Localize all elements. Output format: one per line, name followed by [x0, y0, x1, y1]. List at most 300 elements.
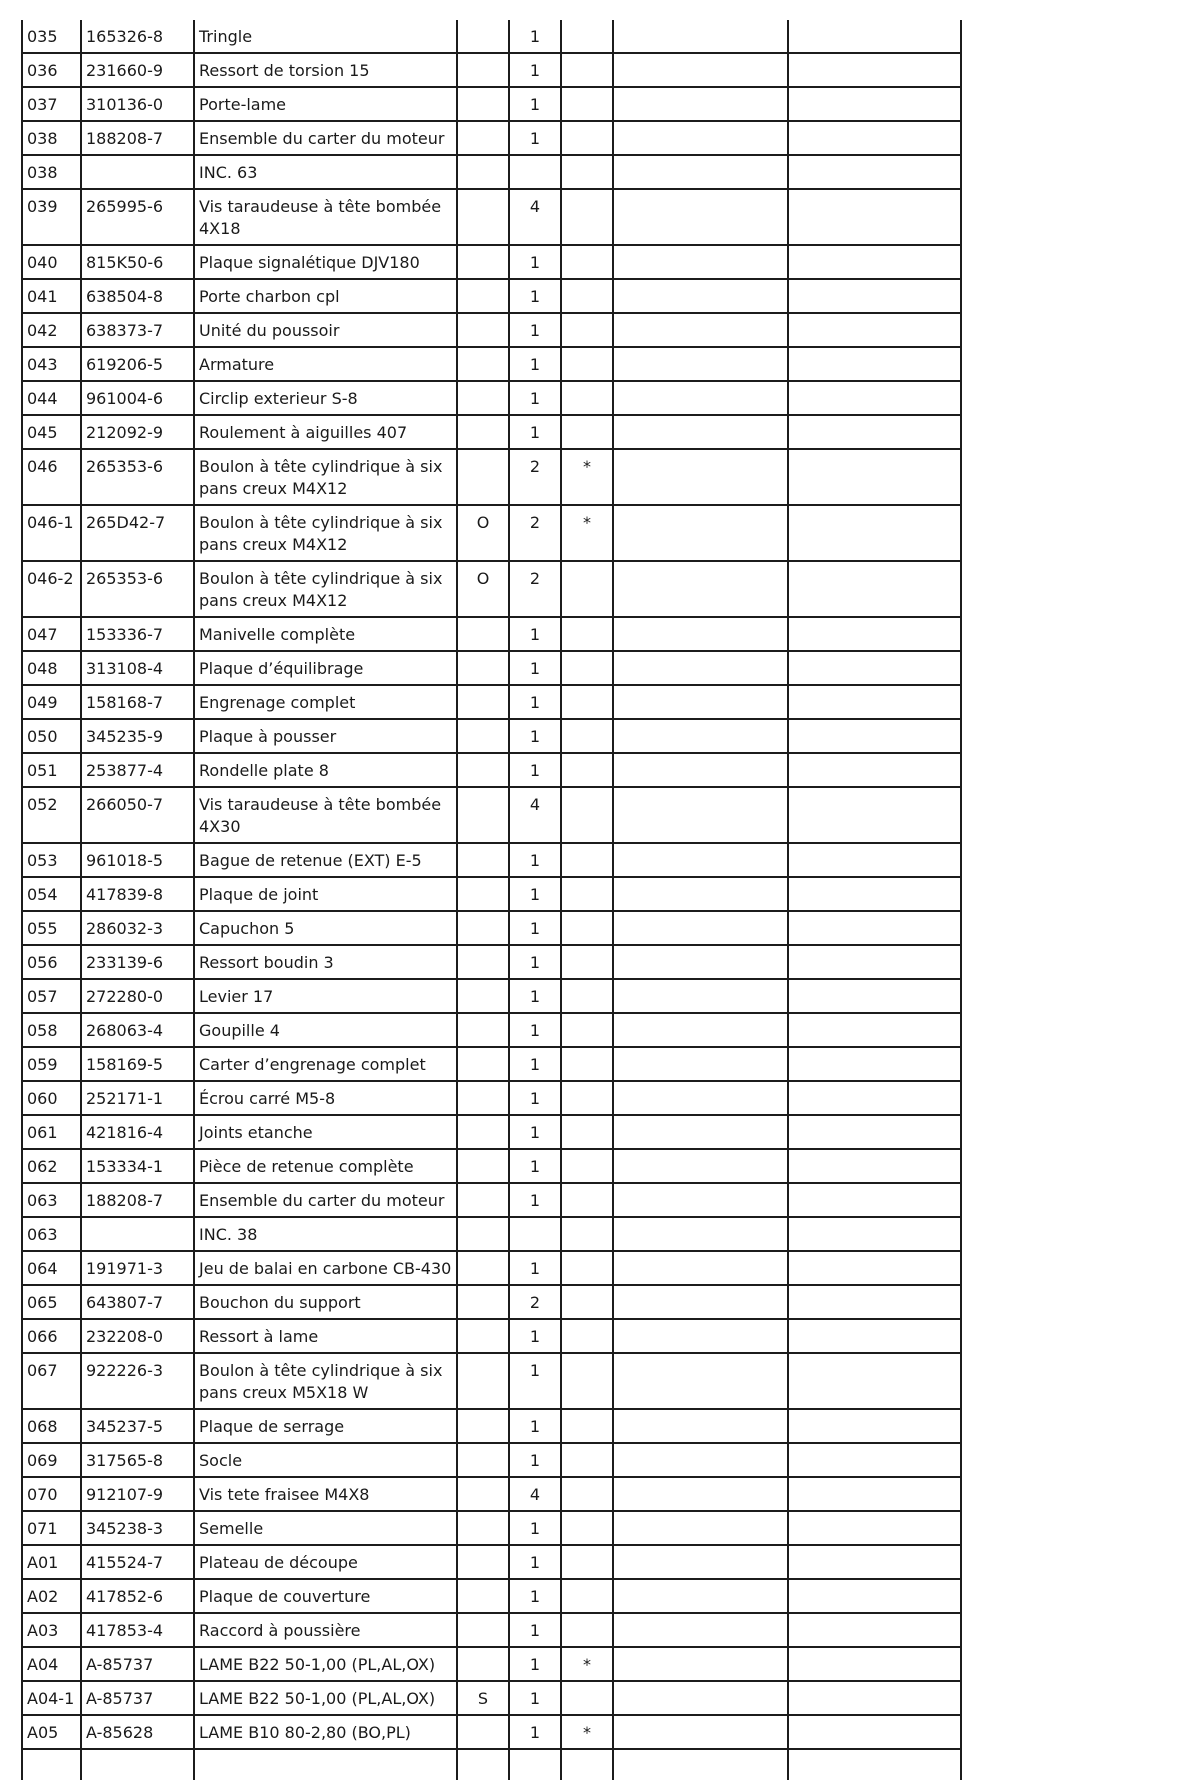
item-number-cell: 042 [22, 313, 81, 347]
part-number-cell: 188208-7 [81, 1183, 194, 1217]
quantity-cell: 1 [509, 1047, 561, 1081]
item-number-cell: 036 [22, 53, 81, 87]
empty-cell [613, 1013, 788, 1047]
empty-cell [613, 1477, 788, 1511]
empty-cell [788, 381, 961, 415]
item-number-cell: 063 [22, 1183, 81, 1217]
note-cell [457, 1217, 509, 1251]
flag-cell [561, 1217, 613, 1251]
quantity-cell: 1 [509, 1149, 561, 1183]
note-cell [457, 347, 509, 381]
table-row [22, 979, 961, 1013]
empty-cell [788, 415, 961, 449]
note-cell [457, 53, 509, 87]
empty-cell [788, 449, 961, 505]
part-number-cell: 231660-9 [81, 53, 194, 87]
description-cell: Plaque de serrage [194, 1409, 457, 1443]
empty-cell [788, 347, 961, 381]
table-row [22, 1477, 961, 1511]
item-number-cell: A03 [22, 1613, 81, 1647]
quantity-cell: 1 [509, 1681, 561, 1715]
note-cell [457, 415, 509, 449]
table-row [22, 155, 961, 189]
note-cell [457, 843, 509, 877]
item-number-cell: A04-1 [22, 1681, 81, 1715]
note-cell [457, 1511, 509, 1545]
empty-cell [613, 87, 788, 121]
description-cell: Capuchon 5 [194, 911, 457, 945]
table-row [22, 1613, 961, 1647]
empty-cell [788, 1149, 961, 1183]
item-number-cell: 064 [22, 1251, 81, 1285]
table-row [22, 1319, 961, 1353]
note-cell [457, 1285, 509, 1319]
item-number-cell: 054 [22, 877, 81, 911]
quantity-cell: 1 [509, 415, 561, 449]
description-cell: Boulon à tête cylindrique à six pans creux M4X12 [194, 449, 457, 505]
item-number-cell: 052 [22, 787, 81, 843]
part-number-cell [81, 155, 194, 189]
description-cell: LAME B22 50-1,00 (PL,AL,OX) [194, 1647, 457, 1681]
item-number-cell: 071 [22, 1511, 81, 1545]
item-number-cell: 059 [22, 1047, 81, 1081]
table-row [22, 877, 961, 911]
table-row [22, 753, 961, 787]
empty-cell [788, 1217, 961, 1251]
description-cell: Bouchon du support [194, 1285, 457, 1319]
empty-cell [613, 843, 788, 877]
empty-cell [613, 561, 788, 617]
note-cell [457, 313, 509, 347]
flag-cell [561, 945, 613, 979]
note-cell [457, 1715, 509, 1749]
empty-cell [788, 1115, 961, 1149]
empty-cell [613, 1149, 788, 1183]
note-cell [457, 1647, 509, 1681]
empty-cell [613, 1081, 788, 1115]
description-cell: Bague de retenue (EXT) E-5 [194, 843, 457, 877]
table-row [22, 617, 961, 651]
description-cell: Raccord à poussière [194, 1613, 457, 1647]
empty-cell [457, 1749, 509, 1780]
table-row [22, 279, 961, 313]
description-cell: Ensemble du carter du moteur [194, 1183, 457, 1217]
note-cell [457, 719, 509, 753]
item-number-cell: 058 [22, 1013, 81, 1047]
flag-cell [561, 313, 613, 347]
item-number-cell: 055 [22, 911, 81, 945]
empty-cell [788, 651, 961, 685]
empty-cell [788, 245, 961, 279]
empty-cell [613, 381, 788, 415]
part-number-cell: 912107-9 [81, 1477, 194, 1511]
table-row [22, 945, 961, 979]
empty-cell [613, 53, 788, 87]
part-number-cell: 345238-3 [81, 1511, 194, 1545]
empty-cell [613, 245, 788, 279]
flag-cell [561, 347, 613, 381]
empty-cell [613, 1285, 788, 1319]
empty-cell [613, 719, 788, 753]
note-cell [457, 1579, 509, 1613]
table-row [22, 1217, 961, 1251]
flag-cell [561, 20, 613, 53]
description-cell: Circlip exterieur S-8 [194, 381, 457, 415]
empty-cell [613, 651, 788, 685]
empty-cell [788, 1319, 961, 1353]
quantity-cell: 1 [509, 1409, 561, 1443]
quantity-cell: 1 [509, 313, 561, 347]
part-number-cell: 188208-7 [81, 121, 194, 155]
empty-cell [613, 347, 788, 381]
table-row [22, 1183, 961, 1217]
empty-cell [788, 87, 961, 121]
note-cell [457, 279, 509, 313]
part-number-cell: 212092-9 [81, 415, 194, 449]
part-number-cell: 619206-5 [81, 347, 194, 381]
description-cell: Porte charbon cpl [194, 279, 457, 313]
description-cell: Engrenage complet [194, 685, 457, 719]
empty-cell [788, 911, 961, 945]
flag-cell [561, 1681, 613, 1715]
empty-cell [788, 1579, 961, 1613]
item-number-cell: A02 [22, 1579, 81, 1613]
item-number-cell: 062 [22, 1149, 81, 1183]
item-number-cell: 067 [22, 1353, 81, 1409]
quantity-cell: 4 [509, 1477, 561, 1511]
description-cell: Vis taraudeuse à tête bombée 4X30 [194, 787, 457, 843]
note-cell [457, 617, 509, 651]
flag-cell [561, 1013, 613, 1047]
part-number-cell: 638373-7 [81, 313, 194, 347]
part-number-cell: 253877-4 [81, 753, 194, 787]
flag-cell [561, 1613, 613, 1647]
table-row [22, 1013, 961, 1047]
flag-cell [561, 685, 613, 719]
description-cell: Unité du poussoir [194, 313, 457, 347]
flag-cell [561, 121, 613, 155]
note-cell [457, 1545, 509, 1579]
flag-cell [561, 1285, 613, 1319]
part-number-cell: 815K50-6 [81, 245, 194, 279]
item-number-cell: 044 [22, 381, 81, 415]
quantity-cell: 1 [509, 1183, 561, 1217]
part-number-cell: 265D42-7 [81, 505, 194, 561]
note-cell [457, 877, 509, 911]
empty-cell [613, 1715, 788, 1749]
description-cell: Pièce de retenue complète [194, 1149, 457, 1183]
description-cell: LAME B10 80-2,80 (BO,PL) [194, 1715, 457, 1749]
table-row [22, 449, 961, 505]
empty-cell [613, 979, 788, 1013]
description-cell: Plaque signalétique DJV180 [194, 245, 457, 279]
quantity-cell: 1 [509, 1319, 561, 1353]
table-row [22, 685, 961, 719]
table-row [22, 20, 961, 53]
note-cell [457, 979, 509, 1013]
quantity-cell: 4 [509, 189, 561, 245]
quantity-cell: 1 [509, 1511, 561, 1545]
table-row [22, 1715, 961, 1749]
empty-cell [613, 189, 788, 245]
description-cell: Jeu de balai en carbone CB-430 [194, 1251, 457, 1285]
flag-cell [561, 155, 613, 189]
table-row [22, 347, 961, 381]
empty-cell [788, 20, 961, 53]
description-cell: Roulement à aiguilles 407 [194, 415, 457, 449]
empty-cell [613, 1319, 788, 1353]
empty-cell [81, 1749, 194, 1780]
item-number-cell: 045 [22, 415, 81, 449]
note-cell [457, 1319, 509, 1353]
empty-cell [788, 979, 961, 1013]
note-cell [457, 1081, 509, 1115]
flag-cell [561, 787, 613, 843]
description-cell: Manivelle complète [194, 617, 457, 651]
item-number-cell: 046-2 [22, 561, 81, 617]
note-cell [457, 1115, 509, 1149]
quantity-cell: 1 [509, 945, 561, 979]
flag-cell [561, 651, 613, 685]
flag-cell [561, 1149, 613, 1183]
quantity-cell: 1 [509, 1579, 561, 1613]
note-cell [457, 1353, 509, 1409]
quantity-cell: 2 [509, 561, 561, 617]
flag-cell [561, 1443, 613, 1477]
note-cell [457, 1409, 509, 1443]
note-cell [457, 1613, 509, 1647]
quantity-cell: 1 [509, 753, 561, 787]
item-number-cell: 061 [22, 1115, 81, 1149]
item-number-cell: 046 [22, 449, 81, 505]
quantity-cell: 1 [509, 1081, 561, 1115]
note-cell [457, 911, 509, 945]
table-row [22, 381, 961, 415]
note-cell [457, 87, 509, 121]
note-cell [457, 685, 509, 719]
description-cell: Ressort à lame [194, 1319, 457, 1353]
flag-cell [561, 245, 613, 279]
note-cell [457, 1149, 509, 1183]
part-number-cell: 961004-6 [81, 381, 194, 415]
empty-cell [788, 843, 961, 877]
part-number-cell: 191971-3 [81, 1251, 194, 1285]
empty-cell [613, 1681, 788, 1715]
table-row [22, 787, 961, 843]
item-number-cell: 040 [22, 245, 81, 279]
part-number-cell: 922226-3 [81, 1353, 194, 1409]
flag-cell [561, 1409, 613, 1443]
empty-cell [613, 279, 788, 313]
note-cell: O [457, 561, 509, 617]
empty-cell [788, 1545, 961, 1579]
flag-cell [561, 87, 613, 121]
quantity-cell [509, 155, 561, 189]
item-number-cell: 053 [22, 843, 81, 877]
empty-cell [788, 1013, 961, 1047]
note-cell [457, 381, 509, 415]
note-cell [457, 945, 509, 979]
empty-cell [788, 1409, 961, 1443]
note-cell [457, 155, 509, 189]
part-number-cell: 232208-0 [81, 1319, 194, 1353]
empty-cell [509, 1749, 561, 1780]
note-cell [457, 189, 509, 245]
quantity-cell: 1 [509, 1013, 561, 1047]
description-cell: Vis tete fraisee M4X8 [194, 1477, 457, 1511]
description-cell: Plateau de découpe [194, 1545, 457, 1579]
note-cell [457, 1013, 509, 1047]
item-number-cell: 039 [22, 189, 81, 245]
item-number-cell: 057 [22, 979, 81, 1013]
empty-cell [613, 911, 788, 945]
description-cell: Joints etanche [194, 1115, 457, 1149]
quantity-cell: 4 [509, 787, 561, 843]
item-number-cell: 070 [22, 1477, 81, 1511]
table-row [22, 415, 961, 449]
table-row-continued [22, 1749, 961, 1780]
quantity-cell: 1 [509, 1715, 561, 1749]
flag-cell [561, 1511, 613, 1545]
empty-cell [788, 1047, 961, 1081]
quantity-cell: 1 [509, 911, 561, 945]
flag-cell [561, 1545, 613, 1579]
description-cell: Ressort boudin 3 [194, 945, 457, 979]
empty-cell [788, 1251, 961, 1285]
item-number-cell: 060 [22, 1081, 81, 1115]
description-cell: Tringle [194, 20, 457, 53]
table-row [22, 245, 961, 279]
part-number-cell: 345237-5 [81, 1409, 194, 1443]
item-number-cell: 069 [22, 1443, 81, 1477]
flag-cell [561, 1047, 613, 1081]
quantity-cell: 1 [509, 20, 561, 53]
table-row [22, 1081, 961, 1115]
part-number-cell: 417839-8 [81, 877, 194, 911]
flag-cell [561, 415, 613, 449]
flag-cell [561, 979, 613, 1013]
item-number-cell: 068 [22, 1409, 81, 1443]
flag-cell: * [561, 505, 613, 561]
part-number-cell: 265995-6 [81, 189, 194, 245]
empty-cell [613, 1183, 788, 1217]
empty-cell [613, 121, 788, 155]
empty-cell [613, 1047, 788, 1081]
part-number-cell: A-85628 [81, 1715, 194, 1749]
note-cell [457, 1251, 509, 1285]
description-cell: INC. 63 [194, 155, 457, 189]
quantity-cell: 1 [509, 1545, 561, 1579]
quantity-cell: 1 [509, 279, 561, 313]
part-number-cell: 961018-5 [81, 843, 194, 877]
empty-cell [788, 1613, 961, 1647]
part-number-cell: 153336-7 [81, 617, 194, 651]
empty-cell [788, 877, 961, 911]
flag-cell [561, 381, 613, 415]
empty-cell [613, 753, 788, 787]
empty-cell [613, 415, 788, 449]
table-row [22, 1443, 961, 1477]
item-number-cell: A01 [22, 1545, 81, 1579]
empty-cell [613, 1353, 788, 1409]
table-row [22, 189, 961, 245]
quantity-cell: 1 [509, 719, 561, 753]
table-row [22, 87, 961, 121]
description-cell: LAME B22 50-1,00 (PL,AL,OX) [194, 1681, 457, 1715]
table-row [22, 911, 961, 945]
flag-cell [561, 617, 613, 651]
empty-cell [788, 1749, 961, 1780]
table-row [22, 1579, 961, 1613]
description-cell: Plaque à pousser [194, 719, 457, 753]
flag-cell [561, 719, 613, 753]
note-cell: S [457, 1681, 509, 1715]
part-number-cell: 421816-4 [81, 1115, 194, 1149]
table-row [22, 1149, 961, 1183]
flag-cell [561, 1477, 613, 1511]
description-cell: Boulon à tête cylindrique à six pans creux M4X12 [194, 505, 457, 561]
item-number-cell: A05 [22, 1715, 81, 1749]
empty-cell [788, 617, 961, 651]
item-number-cell: 066 [22, 1319, 81, 1353]
description-cell: Ressort de torsion 15 [194, 53, 457, 87]
empty-cell [613, 1613, 788, 1647]
table-row [22, 53, 961, 87]
flag-cell: * [561, 1715, 613, 1749]
quantity-cell: 1 [509, 1443, 561, 1477]
table-row [22, 561, 961, 617]
flag-cell [561, 1251, 613, 1285]
part-number-cell: 643807-7 [81, 1285, 194, 1319]
part-number-cell: A-85737 [81, 1647, 194, 1681]
empty-cell [788, 1081, 961, 1115]
description-cell: Porte-lame [194, 87, 457, 121]
quantity-cell: 1 [509, 245, 561, 279]
part-number-cell: 417852-6 [81, 1579, 194, 1613]
table-row [22, 1681, 961, 1715]
quantity-cell: 1 [509, 843, 561, 877]
item-number-cell: A04 [22, 1647, 81, 1681]
quantity-cell: 1 [509, 617, 561, 651]
part-number-cell: 638504-8 [81, 279, 194, 313]
part-number-cell: 345235-9 [81, 719, 194, 753]
item-number-cell: 063 [22, 1217, 81, 1251]
empty-cell [788, 1443, 961, 1477]
note-cell [457, 1443, 509, 1477]
empty-cell [788, 189, 961, 245]
part-number-cell: 158169-5 [81, 1047, 194, 1081]
quantity-cell: 1 [509, 87, 561, 121]
empty-cell [613, 1579, 788, 1613]
part-number-cell: 286032-3 [81, 911, 194, 945]
empty-cell [613, 313, 788, 347]
part-number-cell: 317565-8 [81, 1443, 194, 1477]
empty-cell [613, 505, 788, 561]
part-number-cell: 158168-7 [81, 685, 194, 719]
table-row [22, 505, 961, 561]
note-cell [457, 245, 509, 279]
empty-cell [613, 787, 788, 843]
table-row [22, 719, 961, 753]
flag-cell [561, 1353, 613, 1409]
item-number-cell: 047 [22, 617, 81, 651]
quantity-cell: 1 [509, 979, 561, 1013]
item-number-cell: 043 [22, 347, 81, 381]
description-cell: Écrou carré M5-8 [194, 1081, 457, 1115]
description-cell: Boulon à tête cylindrique à six pans creux M5X18 W [194, 1353, 457, 1409]
description-cell: Socle [194, 1443, 457, 1477]
empty-cell [788, 1647, 961, 1681]
